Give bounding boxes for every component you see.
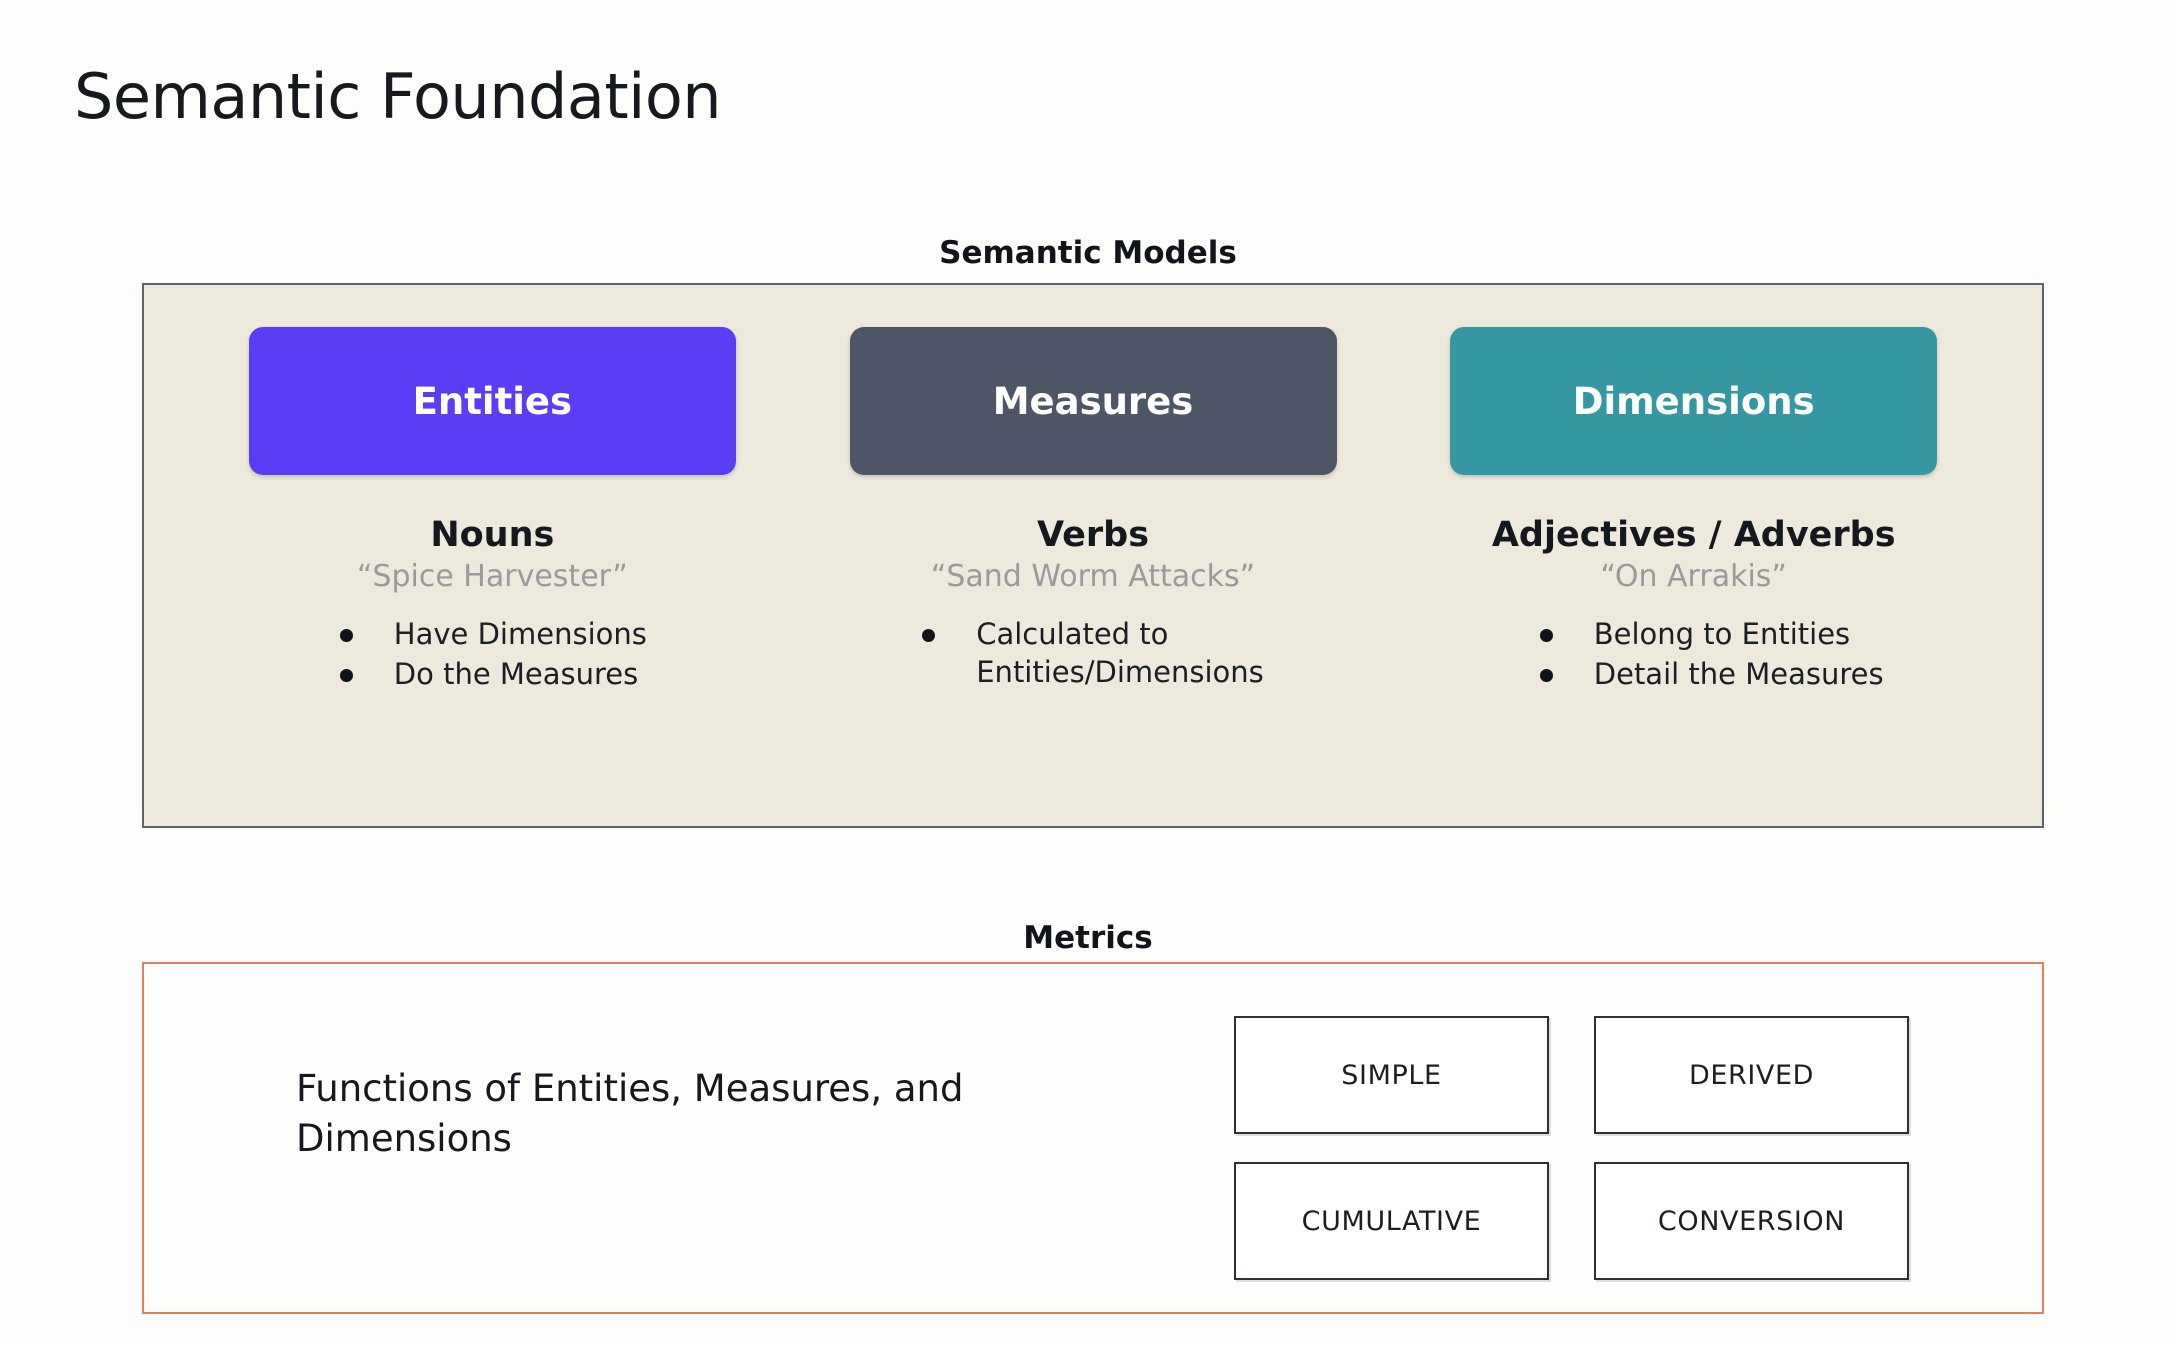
bullet-dot-icon (1540, 629, 1553, 642)
list-item (1522, 656, 1884, 694)
entities-example-quote: “Spice Harvester” (356, 559, 628, 594)
list-item-label-continued: Entities/Dimensions (976, 654, 1264, 689)
metrics-panel (142, 962, 2044, 1314)
measures-bullet-list (904, 616, 1264, 693)
semantic-column-measures (793, 327, 1394, 826)
bullet-dot-icon (922, 629, 935, 642)
dimensions-heading: Adjectives / Adverbs (1491, 515, 1896, 555)
list-item (1522, 616, 1884, 654)
list-item-label: Belong to Entities (1593, 617, 1851, 651)
bullet-dot-icon (340, 629, 353, 642)
list-item (322, 656, 647, 694)
list-item-label: Detail the Measures (1593, 656, 1884, 691)
entities-pill[interactable]: Entities (249, 327, 736, 475)
metrics-description: Functions of Entities, Measures, and Dimensions (296, 1067, 964, 1160)
metric-box-derived[interactable]: DERIVED (1594, 1016, 1909, 1134)
list-item (322, 616, 647, 654)
dimensions-pill[interactable]: Dimensions (1450, 327, 1937, 475)
semantic-column-dimensions (1393, 327, 1994, 826)
semantic-models-columns (144, 285, 2042, 826)
metric-box-simple[interactable]: SIMPLE (1234, 1016, 1549, 1134)
metric-box-conversion[interactable]: CONVERSION (1594, 1162, 1909, 1280)
list-item-label: Do the Measures (393, 656, 639, 691)
bullet-dot-icon (340, 669, 353, 682)
semantic-column-entities (192, 327, 793, 826)
metric-box-cumulative[interactable]: CUMULATIVE (1234, 1162, 1549, 1280)
dimensions-bullet-list (1522, 616, 1884, 695)
page-title: Semantic Foundation (74, 60, 722, 133)
metric-type-grid (1234, 1016, 1909, 1280)
entities-bullet-list (322, 616, 647, 695)
dimensions-example-quote: “On Arrakis” (1600, 559, 1787, 594)
measures-example-quote: “Sand Worm Attacks” (930, 559, 1256, 594)
metrics-label: Metrics (1023, 920, 1153, 956)
measures-pill[interactable]: Measures (850, 327, 1337, 475)
bullet-dot-icon (1540, 669, 1553, 682)
semantic-models-label: Semantic Models (939, 235, 1237, 271)
measures-heading: Verbs (1036, 515, 1150, 555)
list-item-label: Calculated to (976, 617, 1169, 651)
list-item (904, 616, 1264, 691)
list-item-label: Have Dimensions (393, 617, 647, 651)
semantic-models-panel (142, 283, 2044, 828)
entities-heading: Nouns (430, 515, 555, 555)
